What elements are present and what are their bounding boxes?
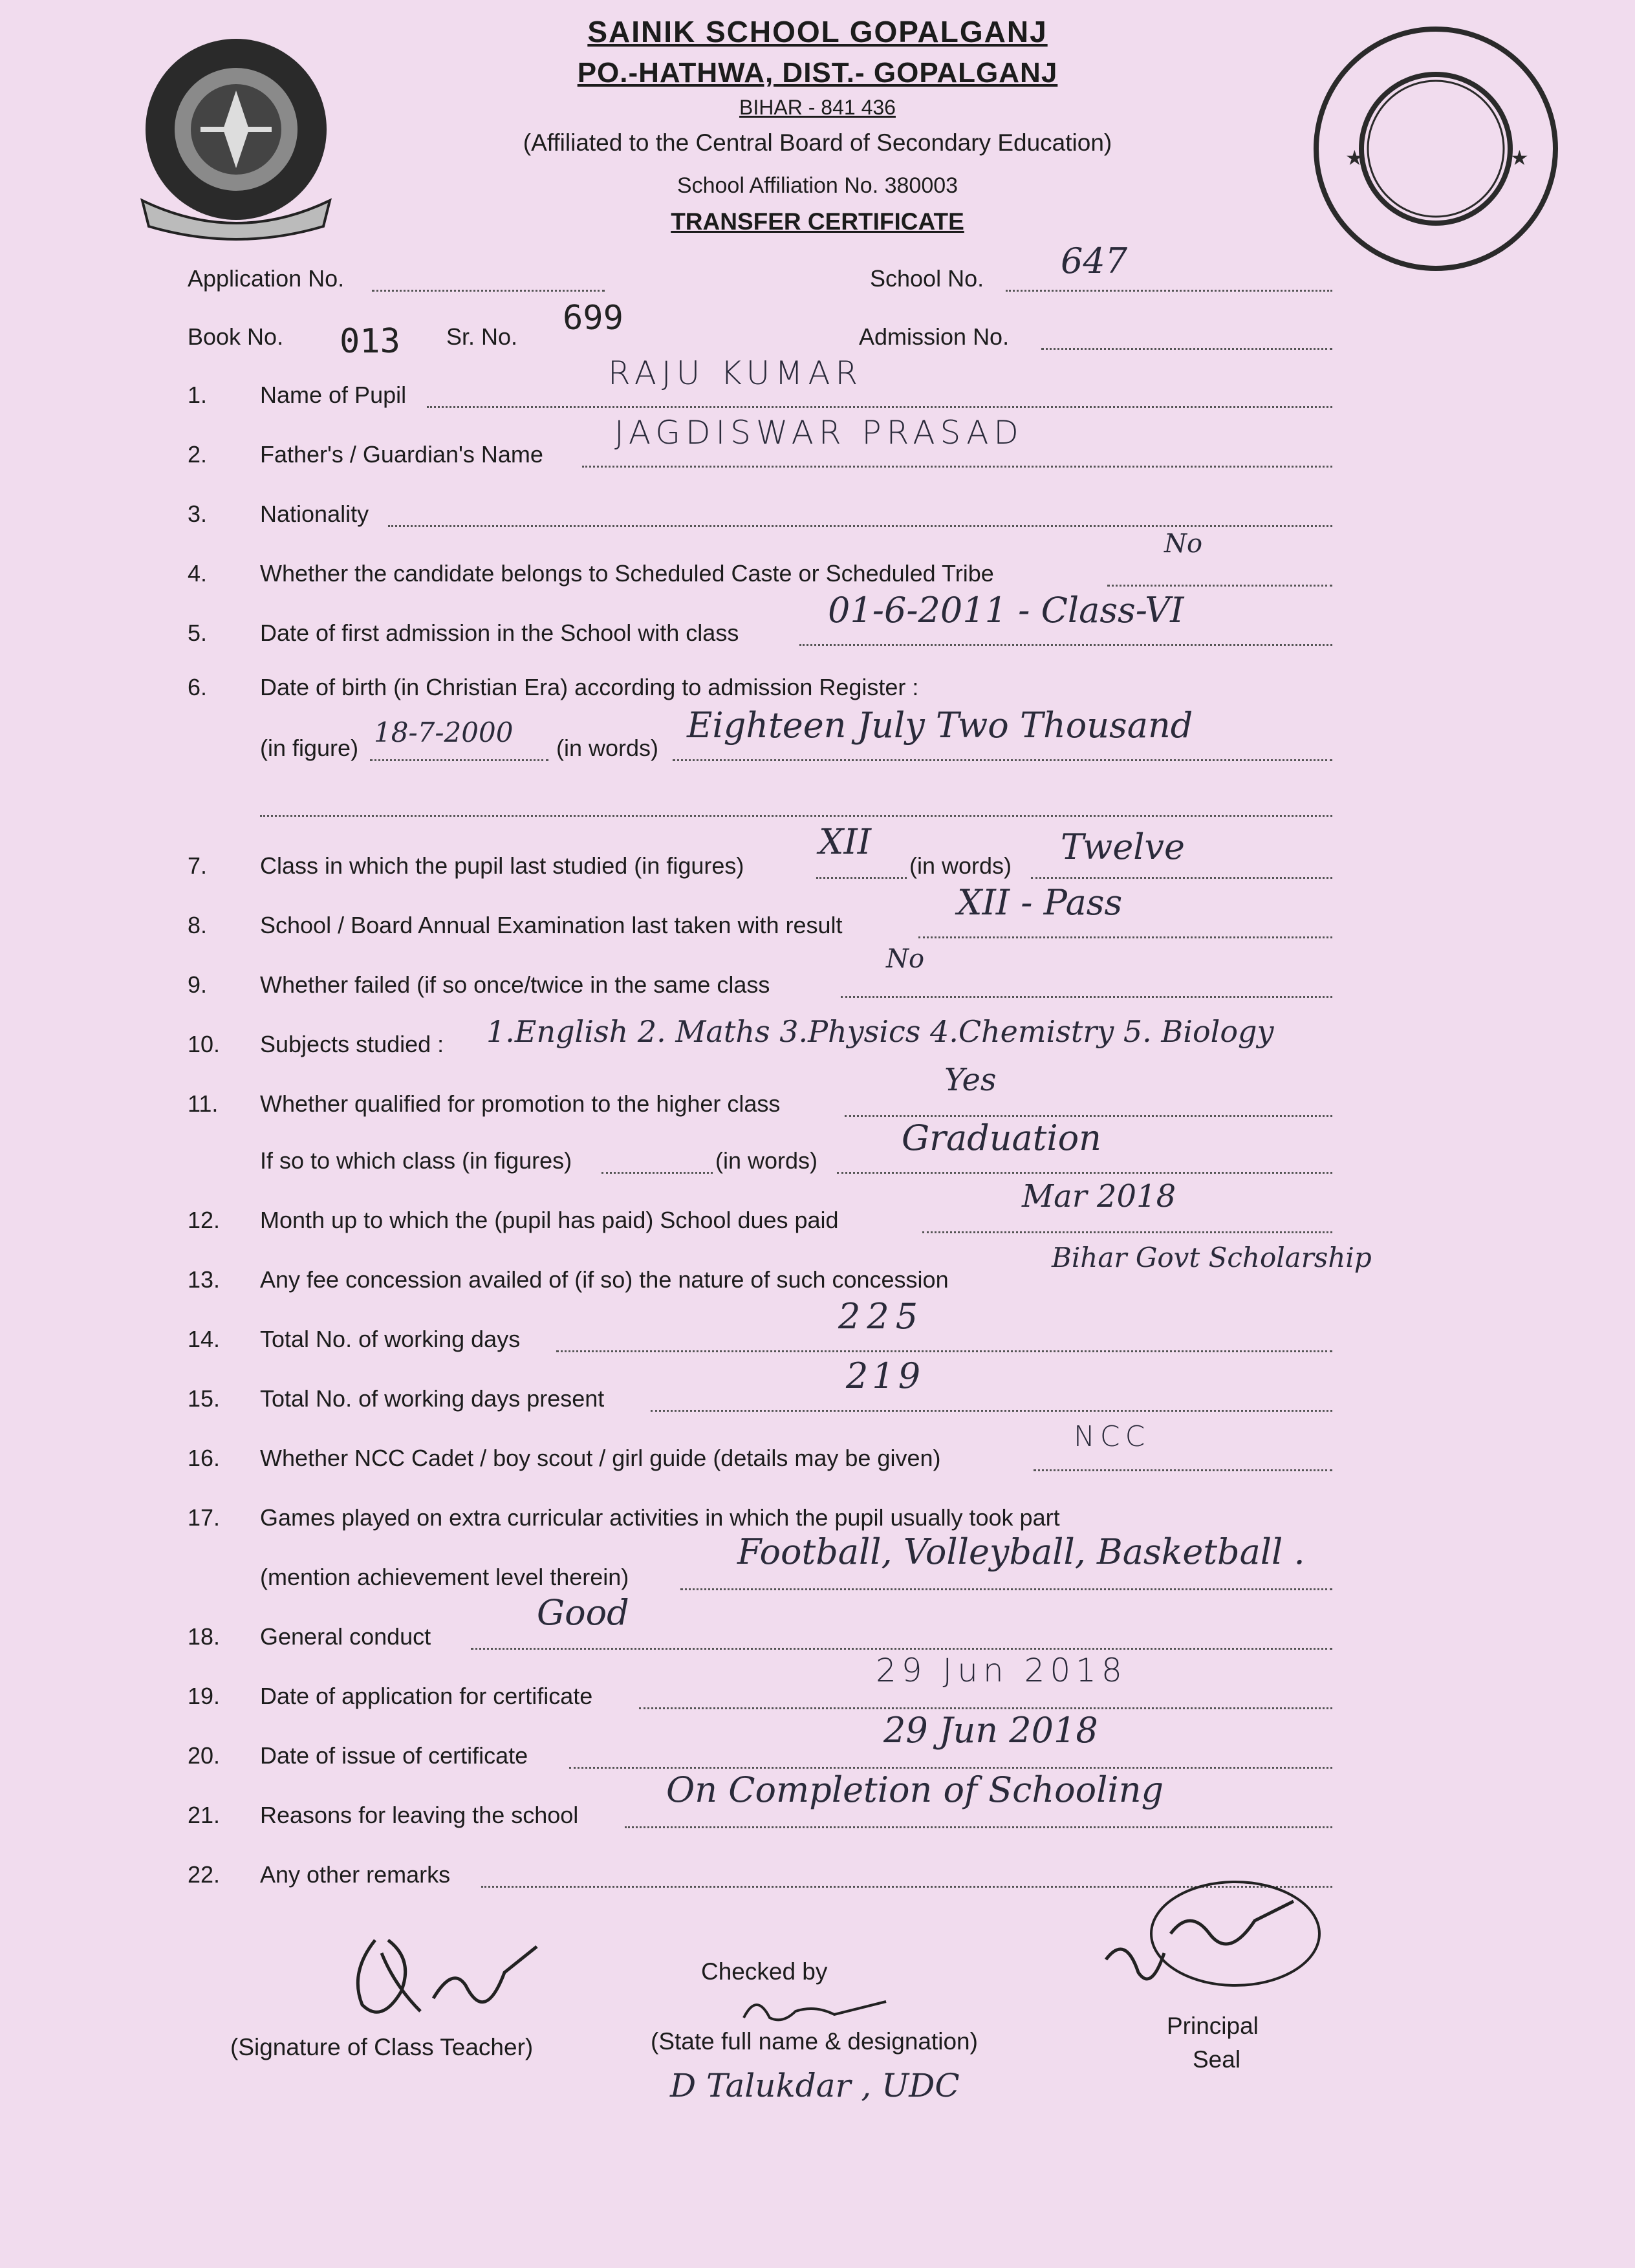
issue-date-label: Date of issue of certificate <box>260 1742 528 1769</box>
conduct-value: Good <box>537 1592 629 1633</box>
higher-class-label: If so to which class (in figures) <box>260 1147 572 1174</box>
dotted-line <box>427 406 1332 408</box>
seal-label: Seal <box>1193 2046 1241 2073</box>
svg-text:★: ★ <box>1345 146 1364 170</box>
remarks-label: Any other remarks <box>260 1861 451 1888</box>
dotted-line <box>1034 1469 1332 1471</box>
dob-words-value: Eighteen July Two Thousand <box>687 705 1193 746</box>
application-no-label: Application No. <box>188 265 345 292</box>
games-label: Games played on extra curricular activities in which the pupil usually took part <box>260 1504 1060 1531</box>
dotted-line <box>799 644 1332 646</box>
issue-date-value: 29 Jun 2018 <box>883 1710 1098 1751</box>
checked-by-label: Checked by <box>701 1958 828 1985</box>
application-date-value: 29 Jun 2018 <box>876 1652 1127 1689</box>
subjects-label: Subjects studied : <box>260 1031 444 1057</box>
class-last-figure: XII <box>819 821 872 862</box>
promotion-label: Whether qualified for promotion to the higher class <box>260 1090 781 1117</box>
working-days-value: 225 <box>838 1296 925 1337</box>
application-date-label: Date of application for certificate <box>260 1683 593 1709</box>
field-number: 16. <box>188 1445 221 1471</box>
dotted-line <box>582 466 1332 468</box>
state-name-label: (State full name & designation) <box>651 2028 978 2055</box>
dotted-line <box>1006 290 1332 292</box>
dotted-line <box>601 1172 713 1174</box>
school-state: BIHAR - 841 436 <box>739 96 896 119</box>
admission-no-label: Admission No. <box>859 323 1010 350</box>
field-number: 12. <box>188 1207 221 1233</box>
field-number: 9. <box>188 971 208 998</box>
field-number: 4. <box>188 560 208 587</box>
leaving-reason-label: Reasons for leaving the school <box>260 1802 579 1828</box>
school-crest-icon <box>129 39 349 246</box>
book-no-value: 013 <box>340 322 400 361</box>
dotted-line <box>918 936 1332 938</box>
subjects-value: 1.English 2. Maths 3.Physics 4.Chemistry 5. Biology <box>486 1014 1274 1049</box>
dotted-line <box>651 1410 1332 1412</box>
dotted-line <box>673 759 1332 761</box>
name-of-pupil-label: Name of Pupil <box>260 382 407 408</box>
sr-no-label: Sr. No. <box>446 323 518 350</box>
dotted-line <box>845 1115 1332 1117</box>
field-number: 3. <box>188 501 208 527</box>
principal-label: Principal <box>1167 2013 1259 2039</box>
fee-concession-label: Any fee concession availed of (if so) the nature of such concession <box>260 1266 949 1293</box>
dotted-line <box>816 877 907 879</box>
field-number: 1. <box>188 382 208 408</box>
working-days-label: Total No. of working days <box>260 1326 521 1352</box>
certificate-title: TRANSFER CERTIFICATE <box>671 208 964 235</box>
field-number: 6. <box>188 674 208 700</box>
dotted-line <box>837 1172 1332 1174</box>
school-address: PO.-HATHWA, DIST.- GOPALGANJ <box>577 57 1058 89</box>
ncc-value: NCC <box>1074 1420 1151 1453</box>
dotted-line <box>1107 585 1332 587</box>
promotion-value: Yes <box>944 1062 997 1098</box>
field-number: 2. <box>188 441 208 468</box>
dues-paid-value: Mar 2018 <box>1022 1178 1176 1215</box>
school-no-value: 647 <box>1061 241 1128 281</box>
sc-st-value: No <box>1164 529 1203 559</box>
achievement-label: (mention achievement level therein) <box>260 1564 629 1590</box>
dotted-line <box>260 815 1332 817</box>
field-number: 8. <box>188 912 208 938</box>
class-teacher-label: (Signature of Class Teacher) <box>230 2034 534 2060</box>
field-number: 20. <box>188 1742 221 1769</box>
games-value: Football, Volleyball, Basketball . <box>737 1531 1305 1572</box>
class-last-label: Class in which the pupil last studied (in figures) <box>260 852 744 879</box>
school-no-label: School No. <box>870 265 984 292</box>
pupil-name-value: RAJU KUMAR <box>608 354 863 392</box>
higher-class-words: Graduation <box>902 1118 1101 1158</box>
affiliation-text: (Affiliated to the Central Board of Secondary Education) <box>523 129 1112 156</box>
dob-label: Date of birth (in Christian Era) according to admission Register : <box>260 674 919 700</box>
dotted-line <box>1041 348 1332 350</box>
dob-figure-label: (in figure) <box>260 735 359 761</box>
fee-concession-value: Bihar Govt Scholarship <box>1052 1242 1372 1273</box>
field-number: 15. <box>188 1385 221 1412</box>
principal-signature <box>1087 1863 1332 2018</box>
book-no-label: Book No. <box>188 323 284 350</box>
field-number: 5. <box>188 620 208 646</box>
father-name-value: JAGDISWAR PRASAD <box>614 414 1024 451</box>
svg-text:★: ★ <box>1510 146 1529 170</box>
conduct-label: General conduct <box>260 1623 431 1650</box>
higher-class-words-label: (in words) <box>715 1147 818 1174</box>
checker-name-value: D Talukdar , UDC <box>670 2067 960 2104</box>
field-number: 10. <box>188 1031 221 1057</box>
days-present-value: 219 <box>846 1355 925 1396</box>
failed-value: No <box>886 944 925 974</box>
dob-figure-value: 18-7-2000 <box>374 717 514 748</box>
dotted-line <box>471 1648 1332 1650</box>
school-name: SAINIK SCHOOL GOPALGANJ <box>587 15 1048 49</box>
nationality-label: Nationality <box>260 501 369 527</box>
dotted-line <box>1031 877 1332 879</box>
class-last-words: Twelve <box>1061 826 1186 867</box>
affiliation-number: School Affiliation No. 380003 <box>677 173 958 198</box>
father-name-label: Father's / Guardian's Name <box>260 441 543 468</box>
leaving-reason-value: On Completion of Schooling <box>666 1769 1164 1810</box>
dotted-line <box>569 1767 1332 1769</box>
failed-label: Whether failed (if so once/twice in the same class <box>260 971 770 998</box>
sc-st-label: Whether the candidate belongs to Scheduled Caste or Scheduled Tribe <box>260 560 994 587</box>
class-last-words-label: (in words) <box>909 852 1012 879</box>
dotted-line <box>625 1826 1332 1828</box>
first-admission-value: 01-6-2011 - Class-VI <box>828 590 1184 631</box>
dotted-line <box>388 525 1332 527</box>
dotted-line <box>680 1588 1332 1590</box>
dotted-line <box>372 290 605 292</box>
field-number: 21. <box>188 1802 221 1828</box>
first-admission-label: Date of first admission in the School with class <box>260 620 739 646</box>
field-number: 19. <box>188 1683 221 1709</box>
ncc-label: Whether NCC Cadet / boy scout / girl guide (details may be given) <box>260 1445 941 1471</box>
dotted-line <box>639 1707 1332 1709</box>
field-number: 13. <box>188 1266 221 1293</box>
field-number: 7. <box>188 852 208 879</box>
field-number: 14. <box>188 1326 221 1352</box>
dotted-line <box>556 1350 1332 1352</box>
field-number: 22. <box>188 1861 221 1888</box>
field-number: 11. <box>188 1090 219 1117</box>
field-number: 17. <box>188 1504 221 1531</box>
dotted-line <box>370 759 548 761</box>
class-teacher-signature <box>336 1914 556 2044</box>
last-exam-label: School / Board Annual Examination last taken with result <box>260 912 843 938</box>
round-seal-icon <box>1306 19 1565 278</box>
field-number: 18. <box>188 1623 221 1650</box>
sr-no-value: 699 <box>563 299 623 338</box>
last-exam-value: XII - Pass <box>957 882 1123 923</box>
dotted-line <box>922 1231 1332 1233</box>
dob-words-label: (in words) <box>556 735 659 761</box>
dues-paid-label: Month up to which the (pupil has paid) School dues paid <box>260 1207 839 1233</box>
days-present-label: Total No. of working days present <box>260 1385 605 1412</box>
dotted-line <box>841 996 1332 998</box>
